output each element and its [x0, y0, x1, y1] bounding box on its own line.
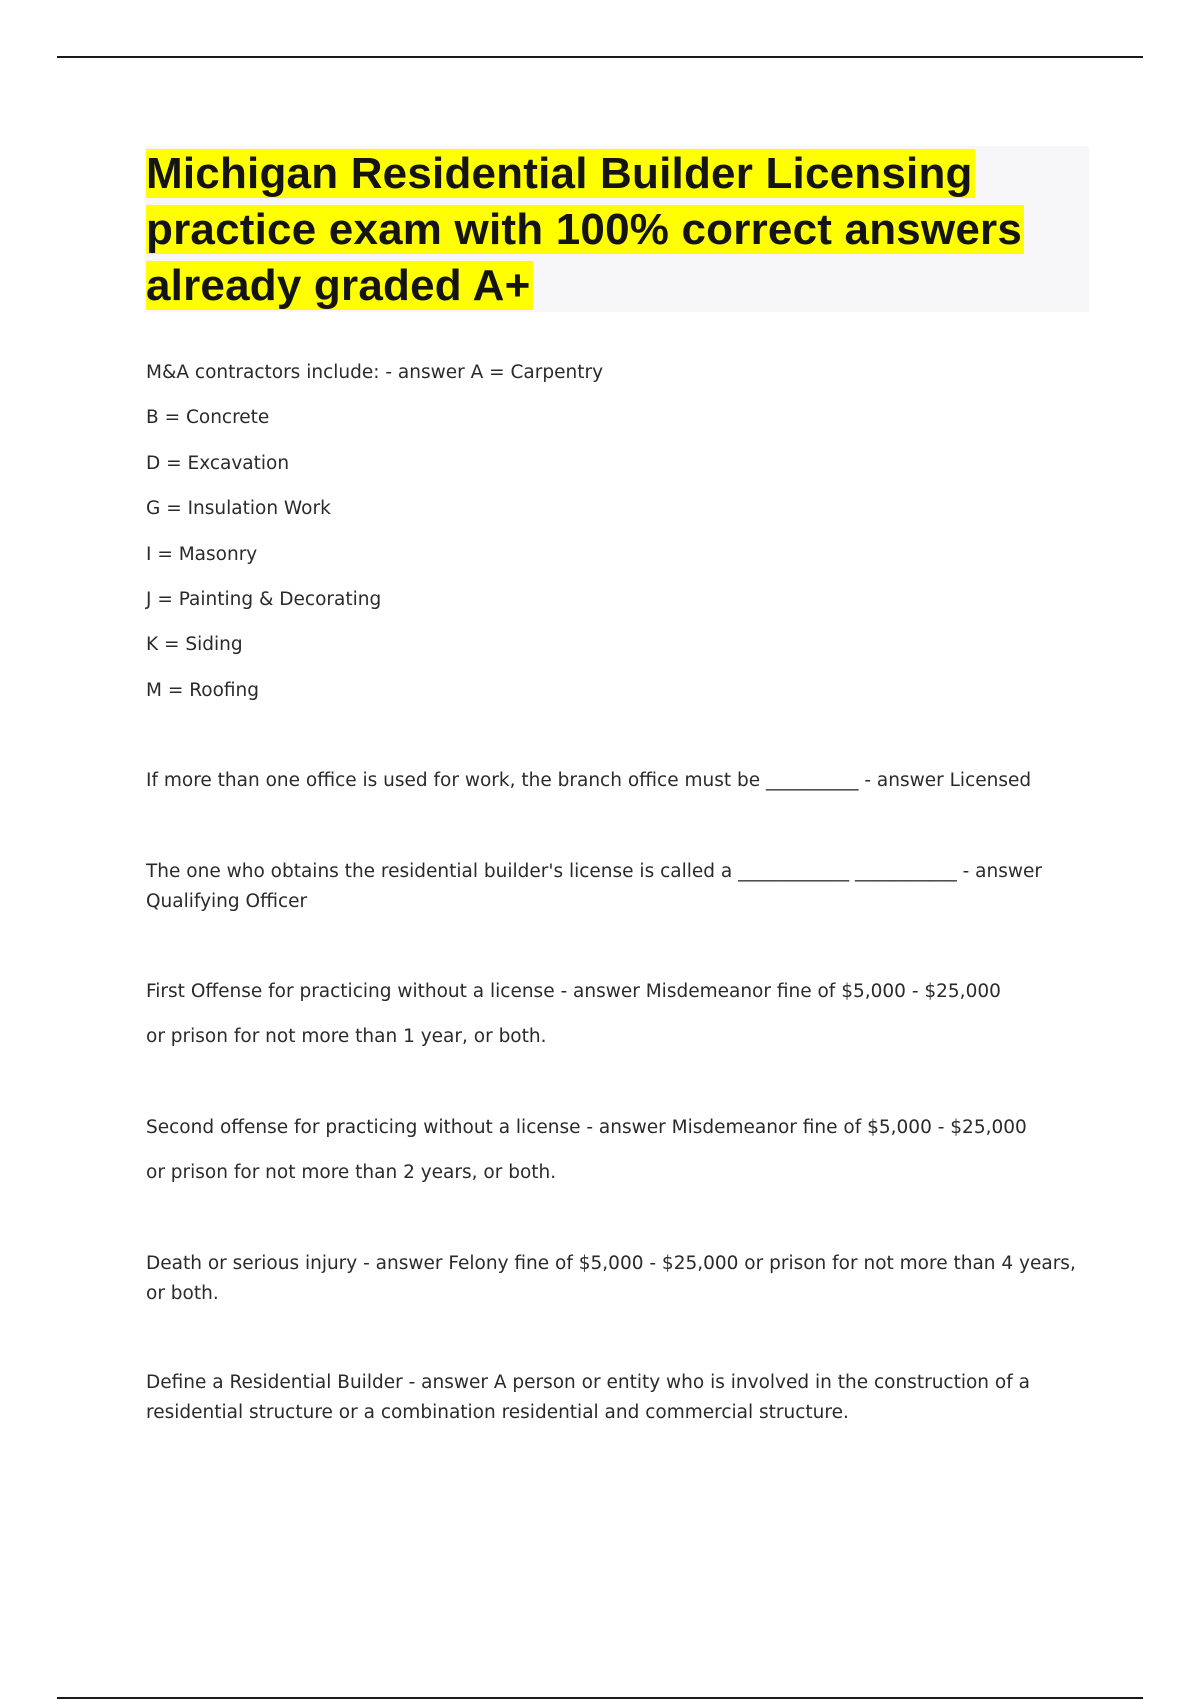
- list-item: M = Roofing: [146, 680, 260, 701]
- list-item: or prison for not more than 2 years, or both.: [146, 1162, 557, 1183]
- list-item: The one who obtains the residential builder's license is called a ____________ ___________ - answer Qualifying Officer: [146, 861, 1042, 912]
- page-title: [146, 146, 1089, 314]
- list-item: G = Insulation Work: [146, 498, 331, 519]
- list-item: B = Concrete: [146, 407, 270, 428]
- list-item: First Offense for practicing without a license - answer Misdemeanor fine of $5,000 - $25,000: [146, 981, 1001, 1002]
- list-item: or prison for not more than 1 year, or both.: [146, 1026, 547, 1047]
- list-item: Death or serious injury - answer Felony fine of $5,000 - $25,000 or prison for not more than 4 years, or both.: [146, 1253, 1076, 1304]
- list-item: J = Painting & Decorating: [146, 589, 382, 610]
- list-item: Second offense for practicing without a license - answer Misdemeanor fine of $5,000 - $25,000: [146, 1117, 1027, 1138]
- list-item: K = Siding: [146, 634, 243, 655]
- list-item: Define a Residential Builder - answer A person or entity who is involved in the construction of a residential structure or a combination residential and commercial structure.: [146, 1372, 1030, 1423]
- top-rule: [57, 56, 1143, 58]
- title-highlight: Michigan Residential Builder Licensing practice exam with 100% correct answers already graded A+: [146, 149, 1023, 310]
- list-item: If more than one office is used for work, the branch office must be __________ - answer Licensed: [146, 770, 1032, 791]
- bottom-rule: [57, 1697, 1143, 1699]
- list-item: I = Masonry: [146, 544, 258, 565]
- title-block: [146, 146, 1089, 312]
- list-item: D = Excavation: [146, 453, 290, 474]
- list-item: M&A contractors include: - answer A = Carpentry: [146, 362, 604, 383]
